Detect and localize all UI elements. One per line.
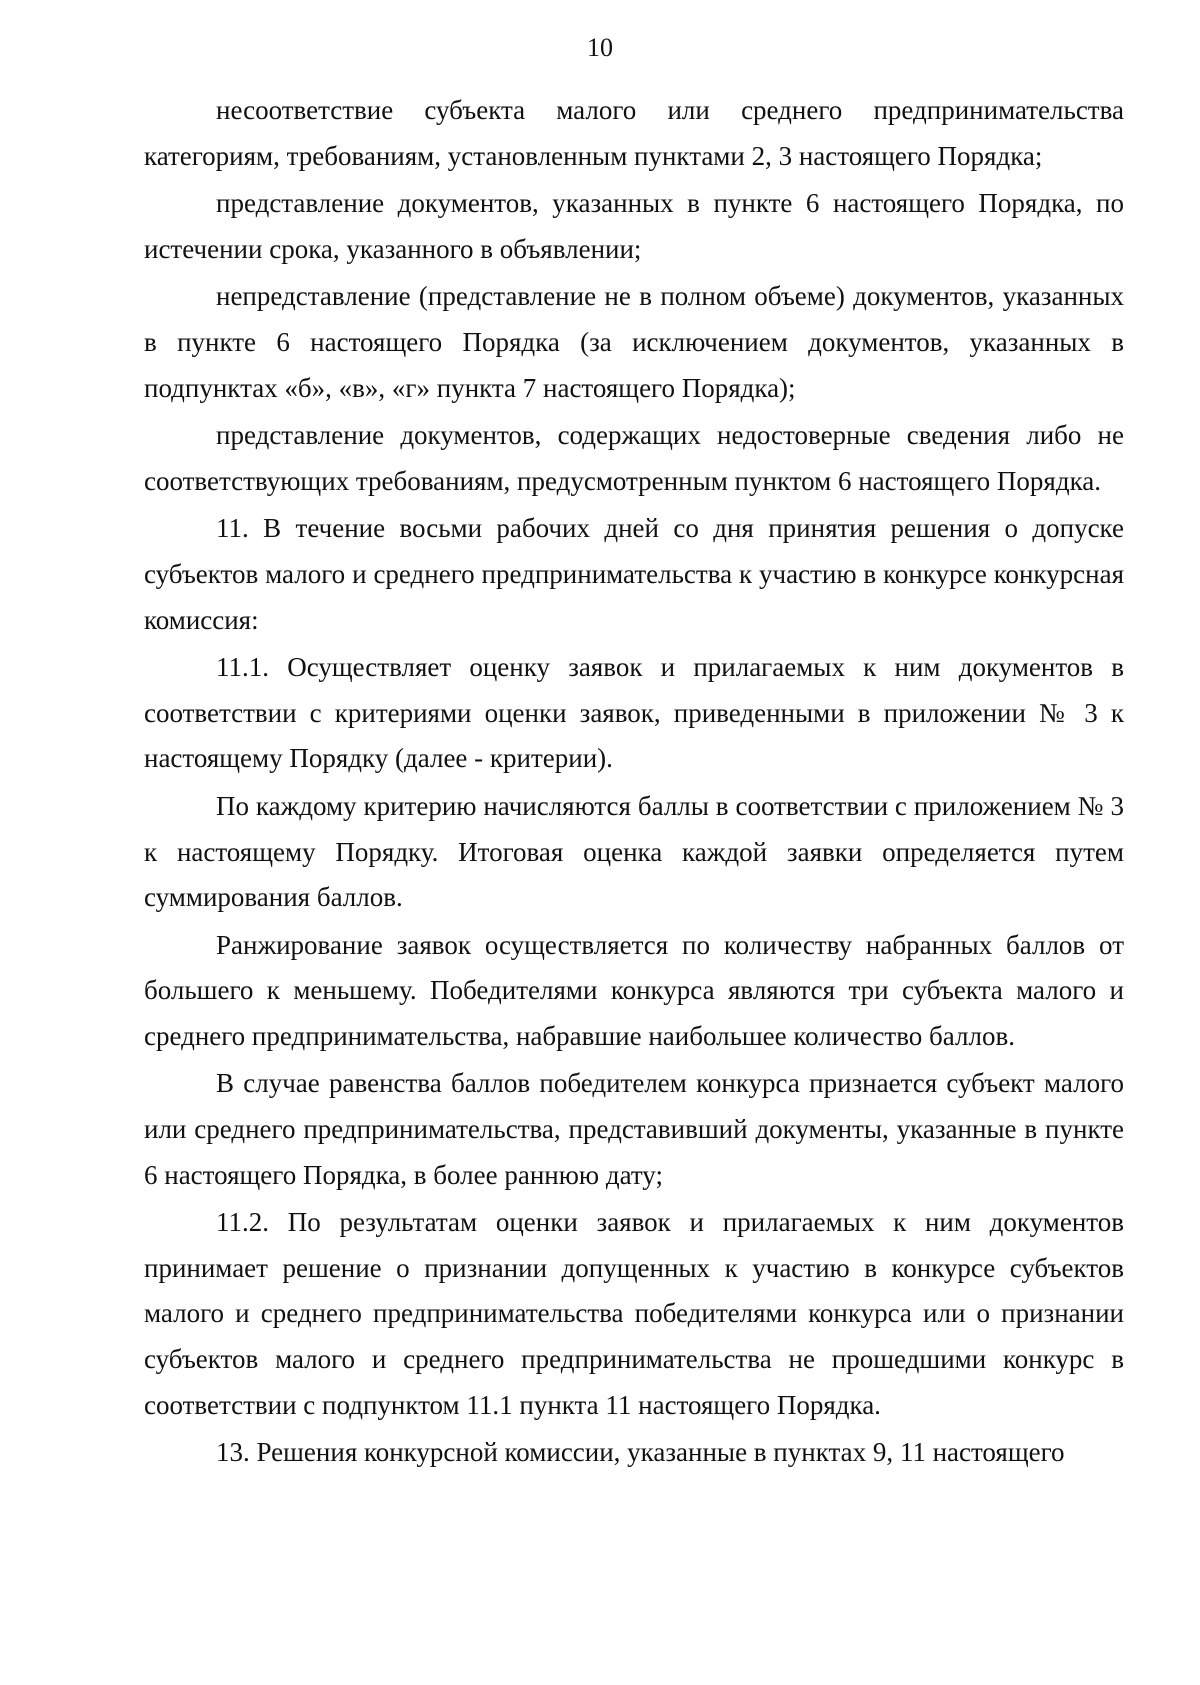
paragraph-false-information: представление документов, содержащих недостоверные сведения либо не соответствующих требованиям, предусмотренным пунктом 6 настоящего Порядка. xyxy=(144,420,1124,496)
paragraph-ranking: Ранжирование заявок осуществляется по количеству набранных баллов от большего к меньшему. Победителями конкурса являются три субъекта малого и среднего предпринимательства, набравшие наибольшее количество баллов. xyxy=(144,929,1124,1051)
paragraph-item-11-1: 11.1. Осуществляет оценку заявок и прилагаемых к ним документов в соответствии с критериями оценки заявок, приведенными в приложении № 3 к настоящему Порядку (далее - критерии). xyxy=(144,652,1124,774)
page-number: 10 xyxy=(587,33,613,62)
document-body xyxy=(144,88,1124,1478)
paragraph-criteria-mismatch: несоответствие субъекта малого или среднего предпринимательства категориям, требованиям, установленным пунктами 2, 3 настоящего Порядка; xyxy=(144,95,1124,171)
paragraph-scoring: По каждому критерию начисляются баллы в соответствии с приложением № 3 к настоящему Порядку. Итоговая оценка каждой заявки определяется путем суммирования баллов. xyxy=(144,790,1124,913)
paragraph-tie-break: В случае равенства баллов победителем конкурса признается субъект малого или среднего предпринимательства, представивший документы, указанные в пункте 6 настоящего Порядка, в более раннюю дату; xyxy=(144,1068,1124,1190)
paragraph-item-11: 11. В течение восьми рабочих дней со дня принятия решения о допуске субъектов малого и среднего предпринимательства к участию в конкурсе конкурсная комиссия: xyxy=(144,513,1124,635)
paragraph-item-11-2: 11.2. По результатам оценки заявок и прилагаемых к ним документов принимает решение о признании допущенных к участию в конкурсе субъектов малого и среднего предпринимательства победителями конкурса или о признании субъектов малого и среднего предпринимательства не прошедшими конкурс в соответствии с подпунктом 11.1 пункта 11 настоящего Порядка. xyxy=(144,1207,1124,1420)
paragraph-incomplete-documents: непредставление (представление не в полном объеме) документов, указанных в пункте 6 настоящего Порядка (за исключением документов, указанных в подпунктах «б», «в», «г» пункта 7 настоящего Порядка); xyxy=(144,281,1124,403)
paragraph-late-submission: представление документов, указанных в пункте 6 настоящего Порядка, по истечении срока, указанного в объявлении; xyxy=(144,188,1124,264)
paragraph-item-13: 13. Решения конкурсной комиссии, указанные в пунктах 9, 11 настоящего xyxy=(216,1437,1065,1468)
